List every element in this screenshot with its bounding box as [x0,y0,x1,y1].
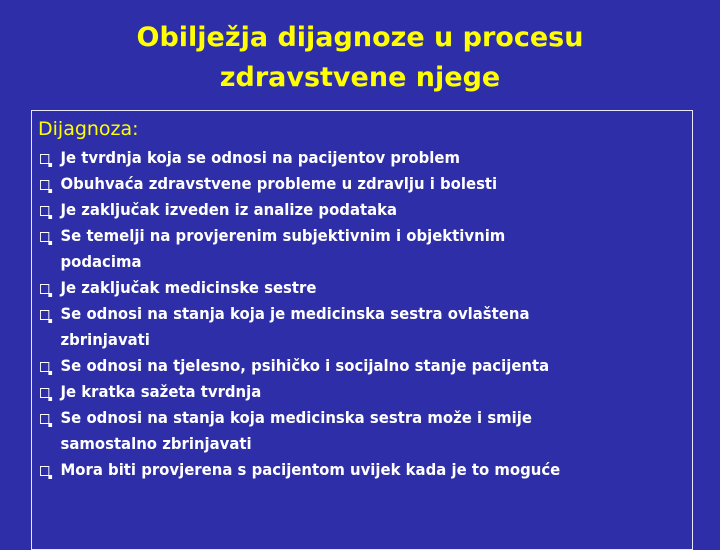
slide-title-line-2: zdravstvene njege [219,62,501,93]
bullet-text: Se odnosi na stanja koja medicinska sestra može i smije [60,408,532,427]
bullet-text: samostalno zbrinjavati [60,434,252,453]
bullet-text: Je zaključak medicinske sestre [60,278,317,297]
bullet-item [40,275,693,301]
bullet-item [40,353,693,379]
slide-title-line-1: Obilježja dijagnoze u procesu [136,22,584,53]
checkbox-square-icon [40,154,49,164]
bullet-item [40,405,693,457]
checkbox-square-icon [40,388,49,398]
bullet-text: Obuhvaća zdravstvene probleme u zdravlju i bolesti [60,174,498,193]
checkbox-square-icon [40,206,49,216]
bullet-text: Mora biti provjerena s pacijentom uvijek kada je to moguće [60,460,561,479]
checkbox-square-icon [40,414,49,424]
bullet-item [40,379,693,405]
slide-title [0,18,720,98]
bullet-text: Je kratka sažeta tvrdnja [60,382,262,401]
bullet-text: Se odnosi na tjelesno, psihičko i socijalno stanje pacijenta [60,356,550,375]
bullet-text: Je tvrdnja koja se odnosi na pacijentov problem [60,148,460,167]
checkbox-square-icon [40,362,49,372]
bullet-text: Se temelji na provjerenim subjektivnim i objektivnim [60,226,506,245]
bullet-item [40,171,693,197]
checkbox-square-icon [40,180,49,190]
checkbox-square-icon [40,284,49,294]
bullet-list [40,145,680,483]
bullet-item [40,223,693,275]
bullet-text: Je zaključak izveden iz analize podataka [60,200,398,219]
bullet-item [40,197,693,223]
checkbox-square-icon [40,310,49,320]
checkbox-square-icon [40,466,49,476]
bullet-item [40,301,693,353]
bullet-text: podacima [60,252,142,271]
bullet-text: Se odnosi na stanja koja je medicinska sestra ovlaštena [60,304,530,323]
section-heading: Dijagnoza: [38,118,139,140]
bullet-text: zbrinjavati [60,330,150,349]
bullet-item [40,457,693,483]
bullet-item [40,145,693,171]
checkbox-square-icon [40,232,49,242]
